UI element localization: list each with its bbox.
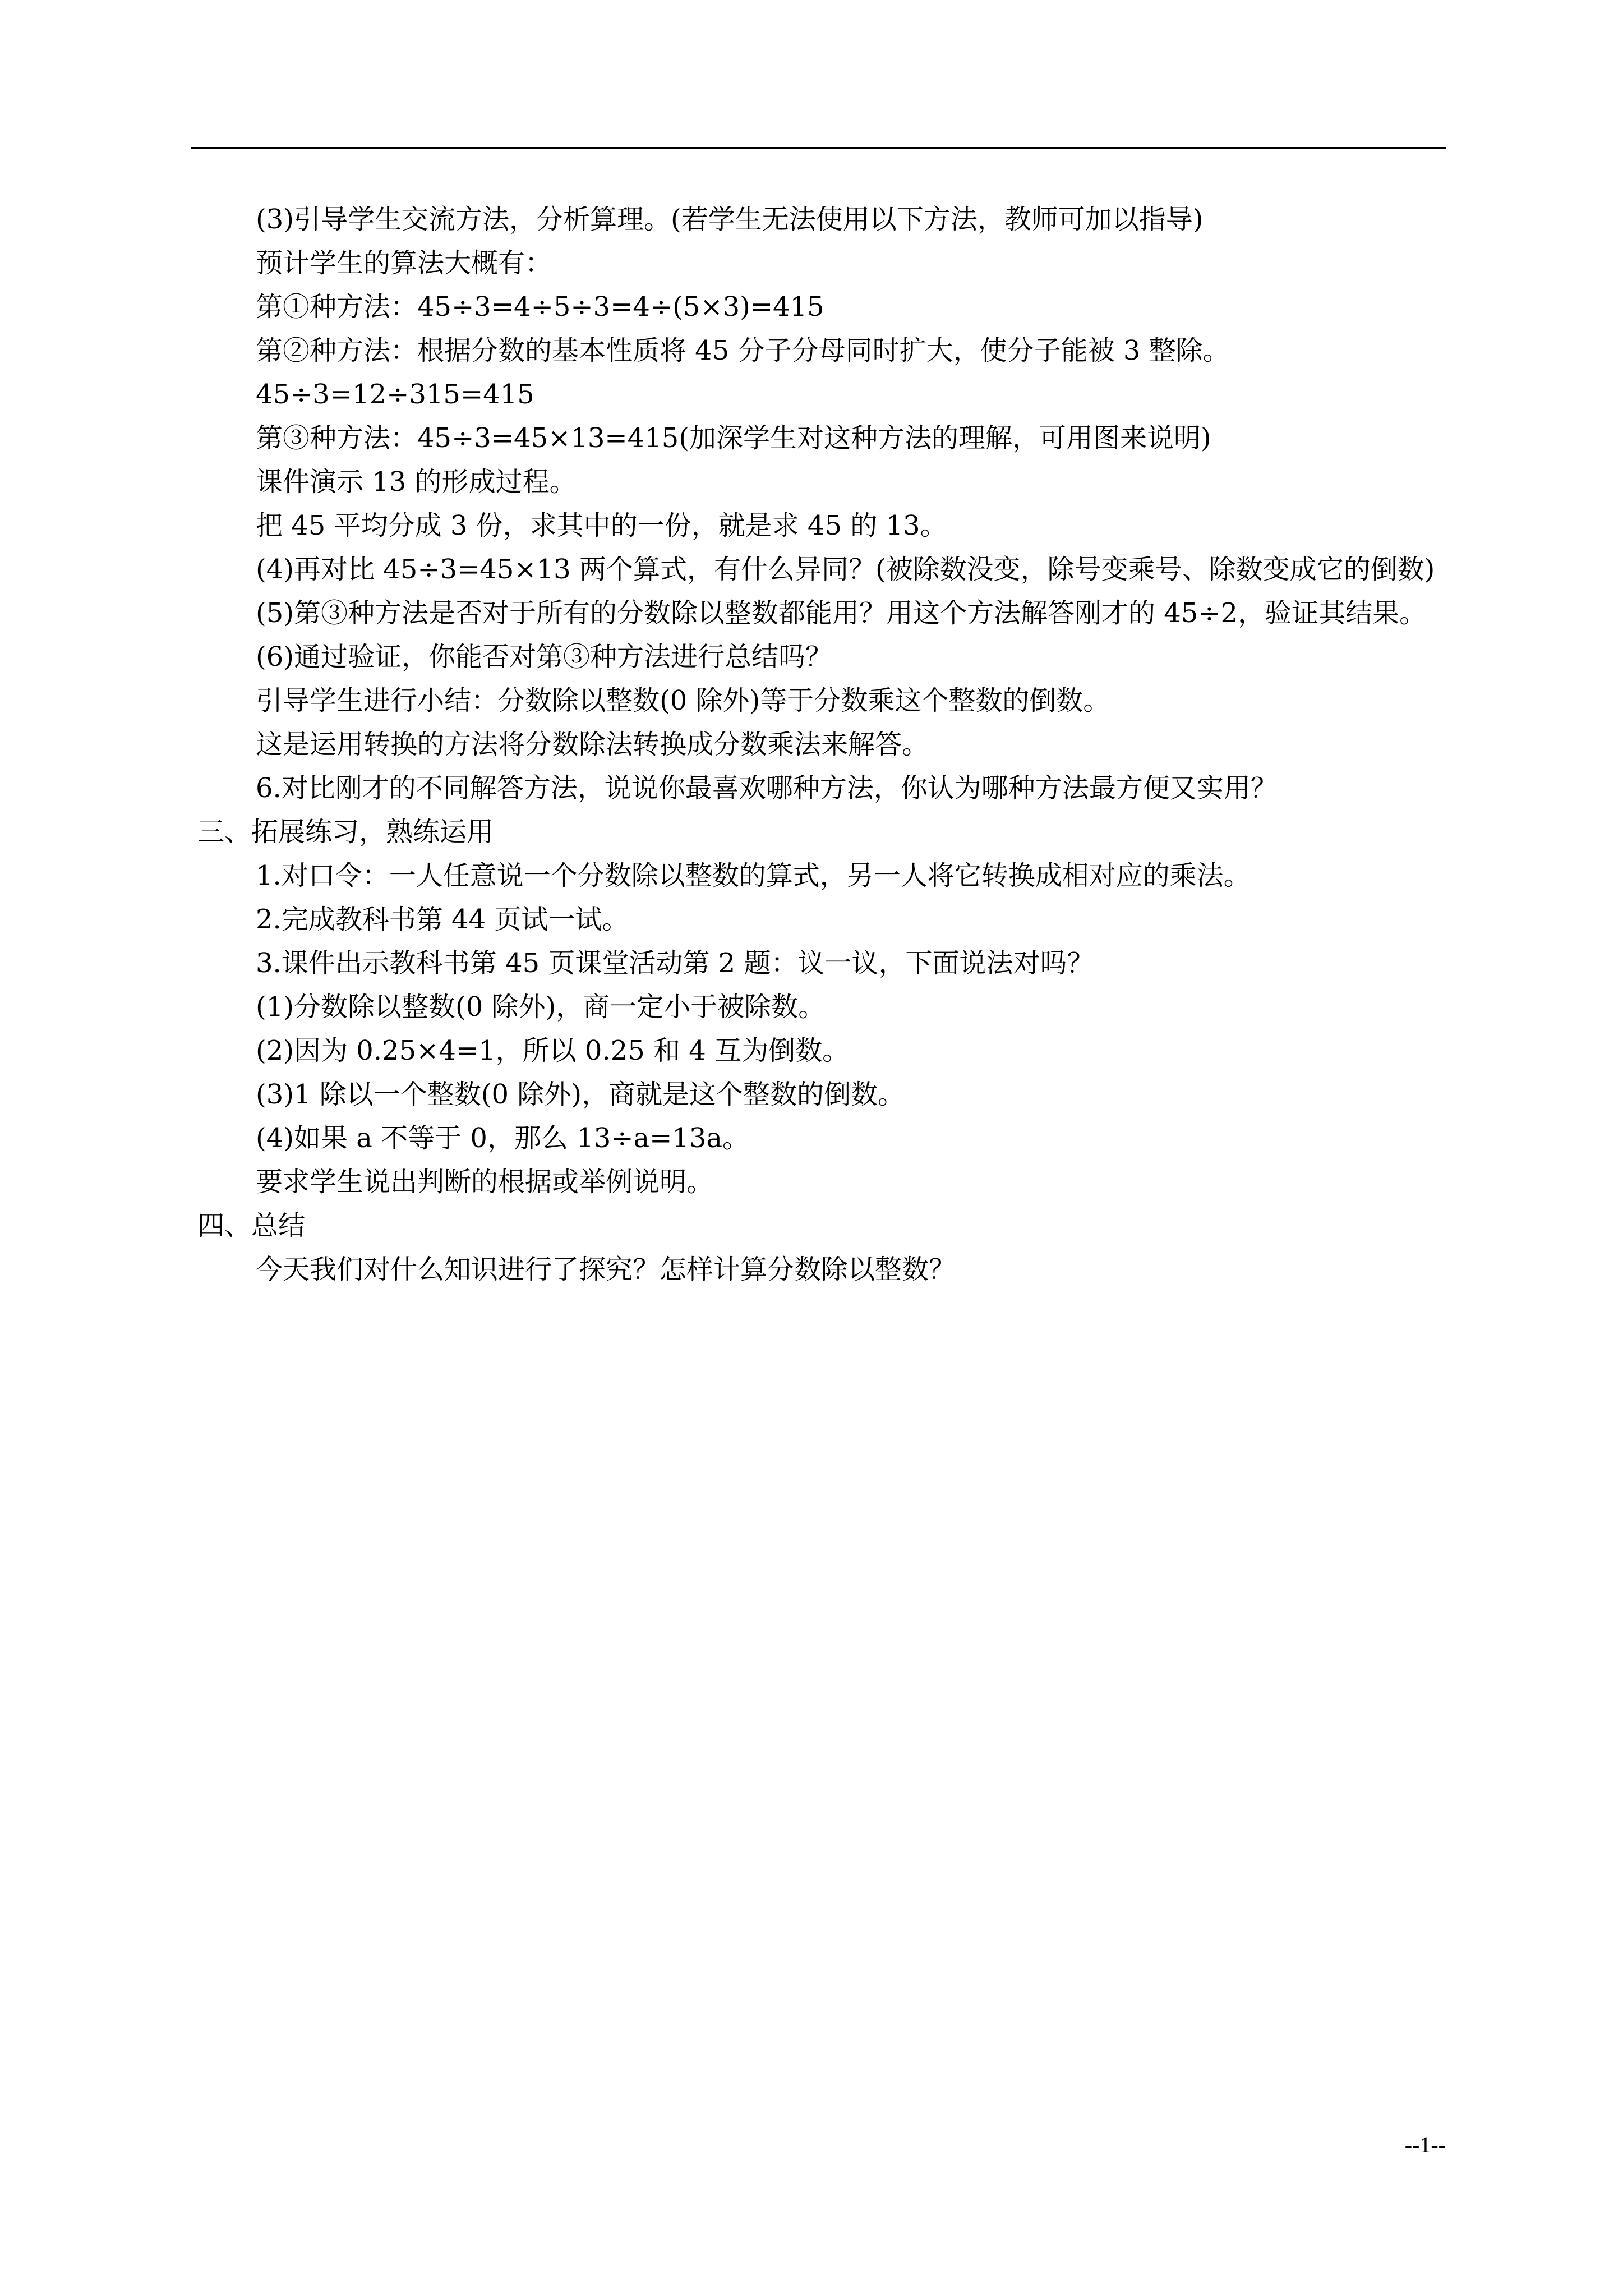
paragraph-summary-question: 今天我们对什么知识进行了探究？怎样计算分数除以整数？: [256, 1254, 956, 1285]
paragraph-divide-into-parts: 把 45 平均分成 3 份，求其中的一份，就是求 45 的 13。: [256, 510, 947, 541]
exercise-item-2: 2.完成教科书第 44 页试一试。: [256, 904, 629, 935]
paragraph-conversion-method: 这是运用转换的方法将分数除法转换成分数乘法来解答。: [256, 729, 929, 760]
section-heading-3: 三、拓展练习，熟练运用: [197, 816, 494, 848]
statement-1: (1)分数除以整数(0 除外)，商一定小于被除数。: [256, 991, 826, 1023]
document-body: [197, 197, 1446, 1291]
paragraph-5-verify: (5)第③种方法是否对于所有的分数除以整数都能用？用这个方法解答刚才的 45÷2，验证其结果。: [256, 597, 1427, 629]
paragraph-3-guide-methods: (3)引导学生交流方法，分析算理。(若学生无法使用以下方法，教师可加以指导): [256, 204, 1204, 235]
paragraph-4-compare: (4)再对比 45÷3=45×13 两个算式，有什么异同？(被除数没变，除号变乘号、除数变成它的倒数): [256, 554, 1435, 585]
paragraph-conclusion: 引导学生进行小结：分数除以整数(0 除外)等于分数乘这个整数的倒数。: [256, 685, 1110, 716]
statement-4: (4)如果 a 不等于 0，那么 13÷a=13a。: [256, 1122, 750, 1154]
paragraph-method-2-formula: 45÷3=12÷315=415: [256, 379, 534, 410]
paragraph-method-1: 第①种方法：45÷3=4÷5÷3=4÷(5×3)=415: [256, 291, 824, 323]
paragraph-item-6: 6.对比刚才的不同解答方法，说说你最喜欢哪种方法，你认为哪种方法最方便又实用？: [256, 772, 1278, 804]
header-rule: [191, 147, 1446, 149]
page-number: --1--: [1404, 2132, 1446, 2157]
paragraph-justify: 要求学生说出判断的根据或举例说明。: [256, 1166, 714, 1198]
section-heading-4: 四、总结: [197, 1210, 306, 1241]
paragraph-expected-methods: 预计学生的算法大概有：: [256, 247, 552, 279]
paragraph-6-summarize: (6)通过验证，你能否对第③种方法进行总结吗？: [256, 641, 832, 673]
statement-3: (3)1 除以一个整数(0 除外)，商就是这个整数的倒数。: [256, 1079, 905, 1110]
paragraph-method-3: 第③种方法：45÷3=45×13=415(加深学生对这种方法的理解，可用图来说明): [256, 422, 1211, 454]
paragraph-method-2: 第②种方法：根据分数的基本性质将 45 分子分母同时扩大，使分子能被 3 整除。: [256, 335, 1230, 366]
exercise-item-1: 1.对口令：一人任意说一个分数除以整数的算式，另一人将它转换成相对应的乘法。: [256, 860, 1251, 891]
statement-2: (2)因为 0.25×4=1，所以 0.25 和 4 互为倒数。: [256, 1035, 850, 1066]
exercise-item-3: 3.课件出示教科书第 45 页课堂活动第 2 题：议一议，下面说法对吗？: [256, 947, 1094, 979]
paragraph-courseware-demo: 课件演示 13 的形成过程。: [256, 466, 577, 498]
